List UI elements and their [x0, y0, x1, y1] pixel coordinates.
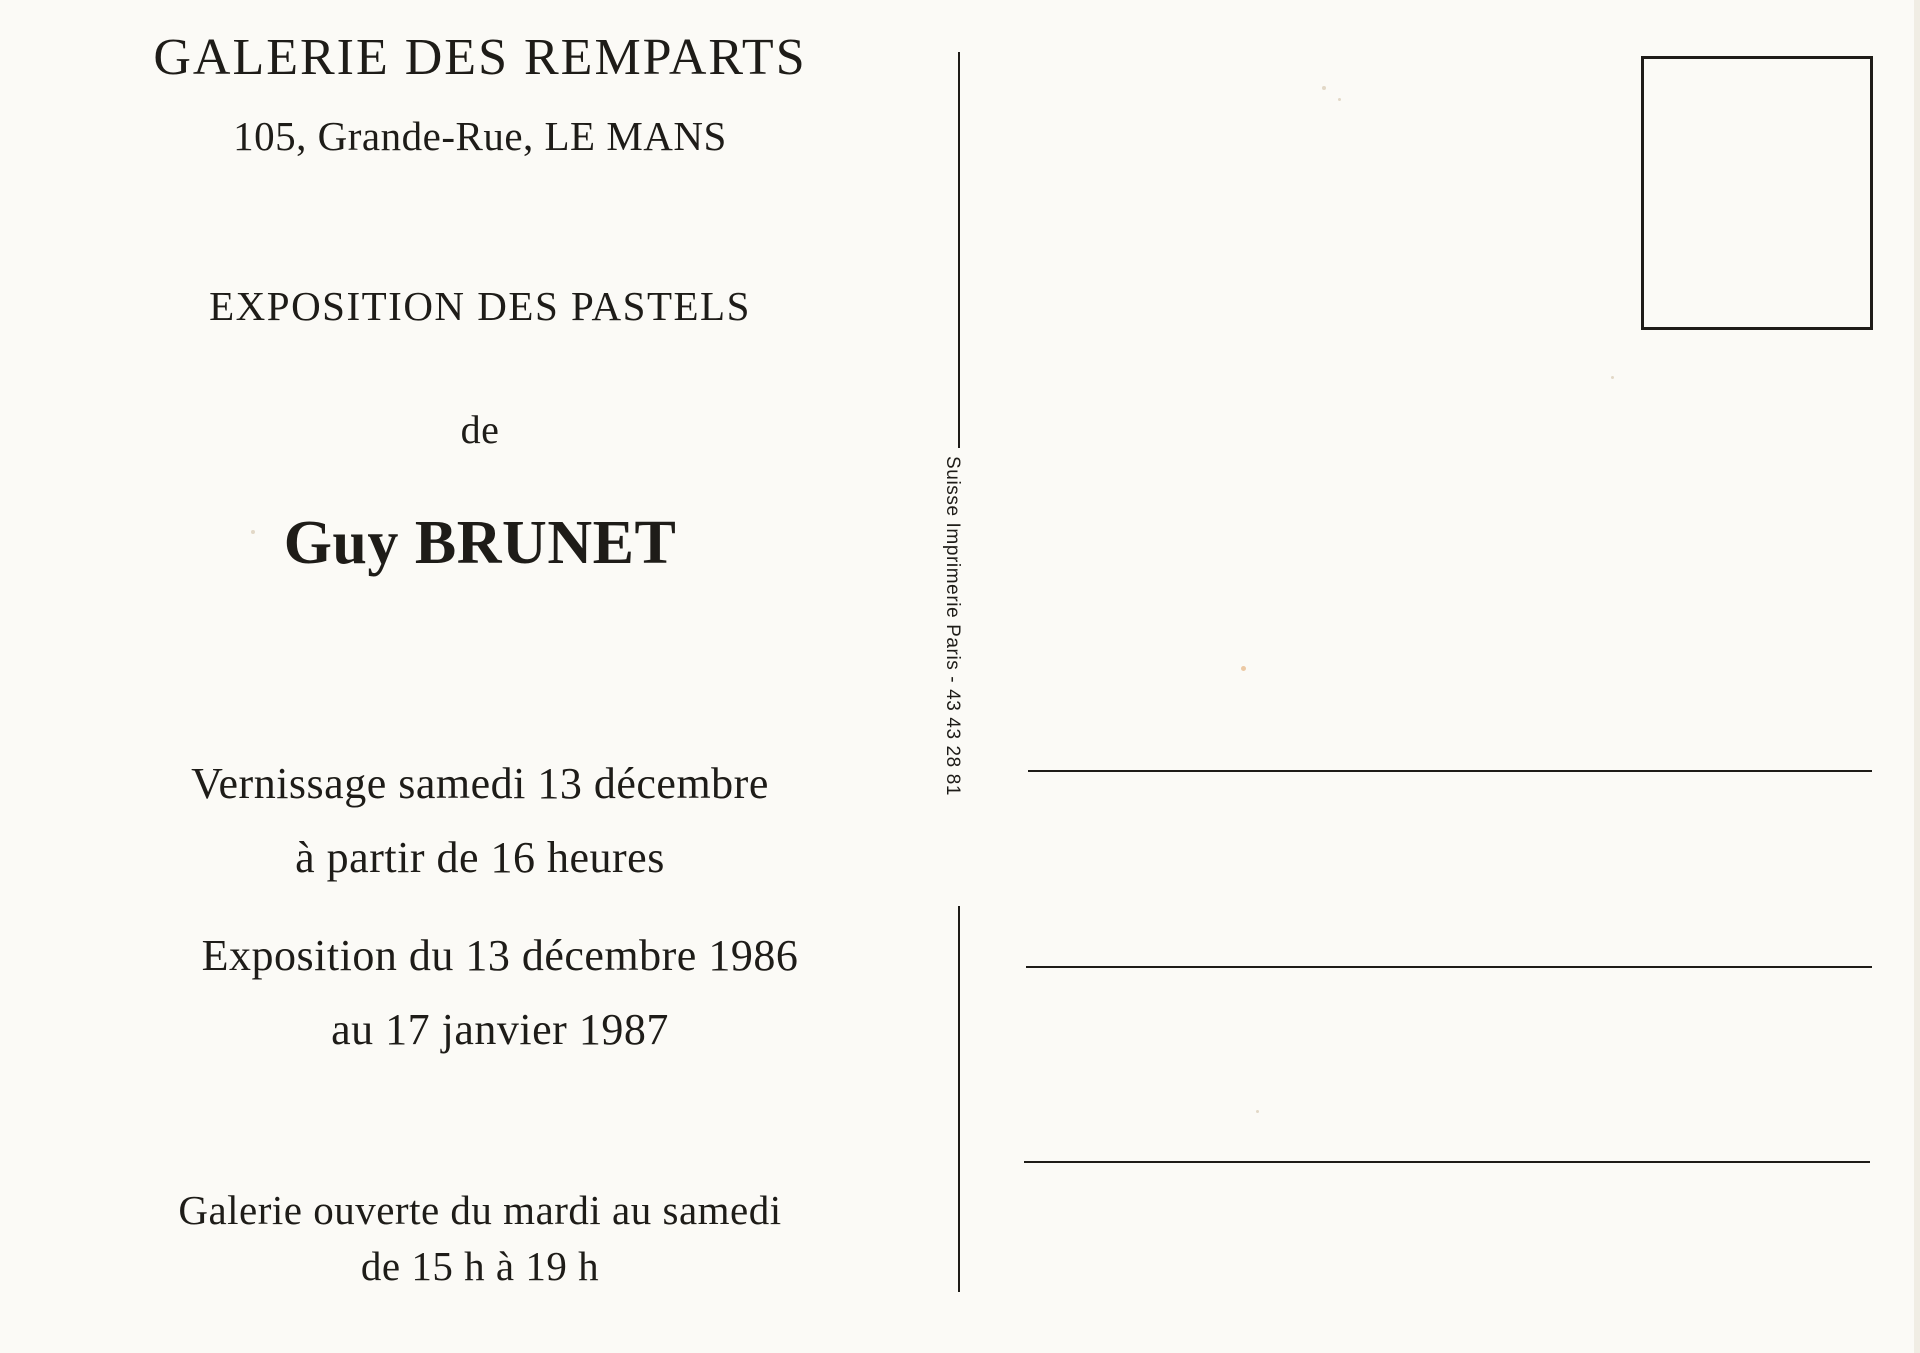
center-divider-bottom [958, 906, 960, 1292]
address-line [1026, 966, 1872, 968]
vernissage-time: à partir de 16 heures [295, 833, 665, 882]
exhibition-end-date: au 17 janvier 1987 [331, 1005, 669, 1054]
artist-name: Guy BRUNET [283, 509, 677, 577]
exhibition-start-date: Exposition du 13 décembre 1986 [201, 931, 799, 980]
address-line [1024, 1161, 1870, 1163]
paper-speck [1611, 376, 1614, 379]
paper-speck [1241, 666, 1246, 671]
opening-days: Galerie ouverte du mardi au samedi [178, 1187, 782, 1233]
stamp-box [1641, 56, 1873, 330]
vernissage-date: Vernissage samedi 13 décembre [191, 759, 769, 808]
gallery-address: 105, Grande-Rue, LE MANS [233, 113, 727, 159]
connector-text: de [460, 407, 500, 452]
paper-speck [1322, 86, 1326, 90]
gallery-name: GALERIE DES REMPARTS [153, 29, 807, 86]
address-line [1028, 770, 1872, 772]
paper-speck [1256, 1110, 1259, 1113]
opening-hours: de 15 h à 19 h [360, 1243, 600, 1289]
paper-speck [1338, 98, 1341, 101]
printer-credit: Suisse Imprimerie Paris - 43 43 28 81 [942, 456, 963, 797]
center-divider-top [958, 52, 960, 448]
exhibit-title: EXPOSITION DES PASTELS [209, 283, 751, 329]
